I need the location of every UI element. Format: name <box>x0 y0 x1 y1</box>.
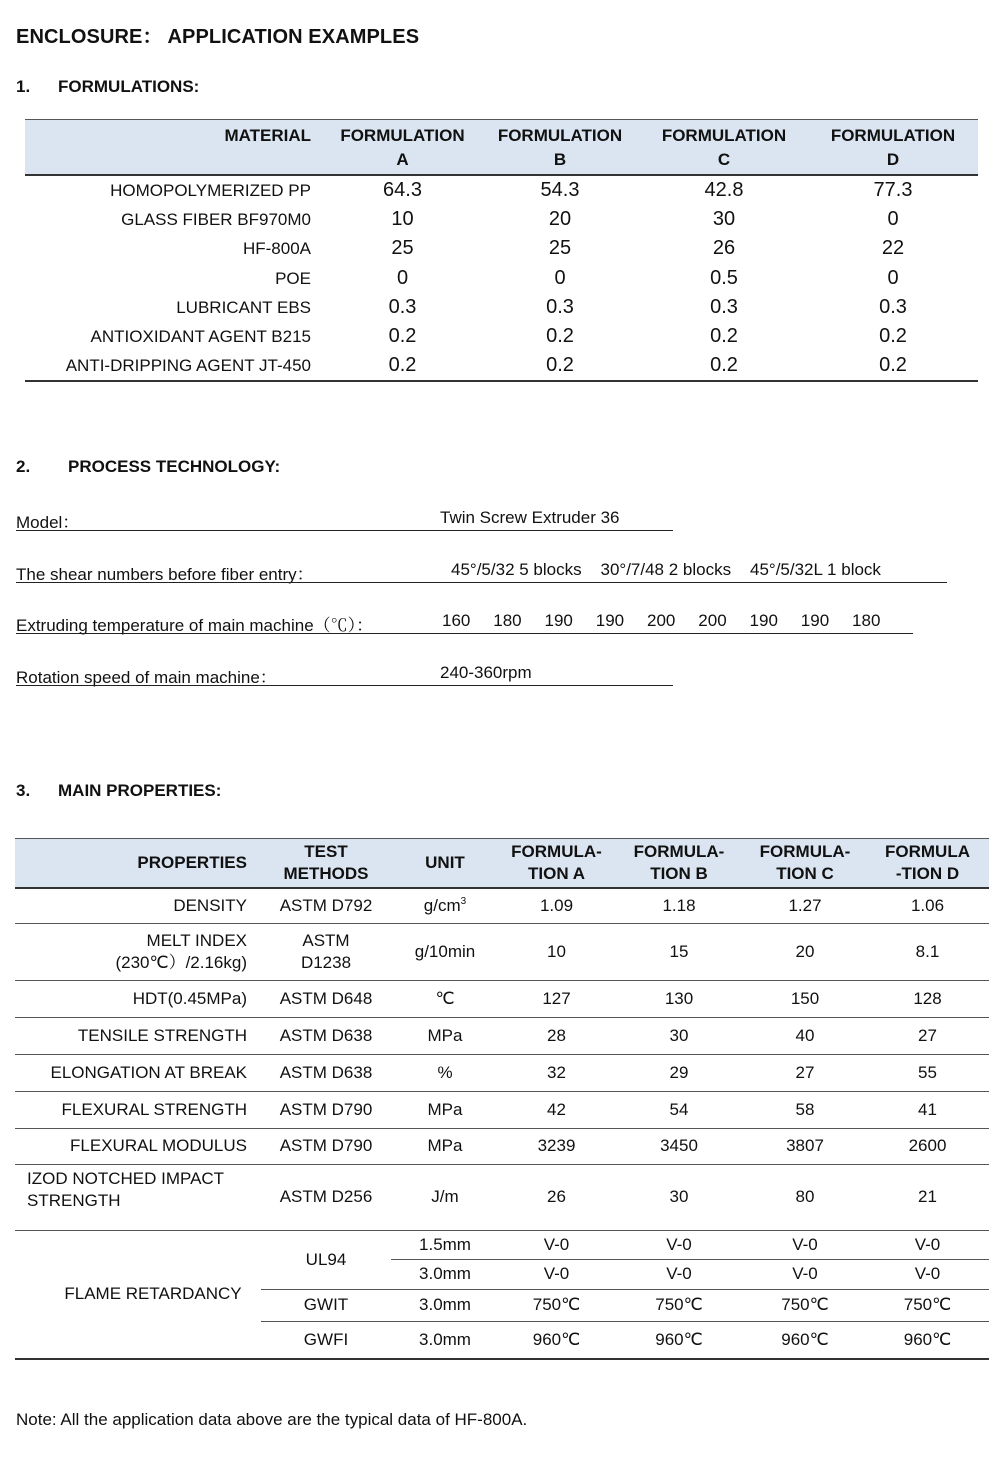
footnote: Note: All the application data above are the typical data of HF-800A. <box>16 1410 528 1429</box>
formulation-row <box>25 205 978 234</box>
value-b: V-0 <box>614 1230 744 1259</box>
property-name: TENSILE STRENGTH <box>15 1017 261 1054</box>
value-d: 41 <box>866 1091 989 1128</box>
value-d: 1.06 <box>866 888 989 923</box>
formulation-value-a: 0 <box>396 266 409 289</box>
value-a: V-0 <box>499 1259 614 1289</box>
property-row-tensile-strength <box>15 1017 989 1054</box>
process-line-shear <box>0 560 1000 586</box>
material-name: GLASS FIBER BF970M0 <box>121 210 311 230</box>
value-b: 750℃ <box>614 1289 744 1321</box>
material-name: HF-800A <box>242 239 311 259</box>
process-value: 160 180 190 190 200 200 190 190 180 <box>442 611 881 630</box>
value-b: 29 <box>614 1054 744 1091</box>
header-formulation-b <box>480 120 640 176</box>
material-name: ANTIOXIDANT AGENT B215 <box>90 327 311 347</box>
header-line1: FORMULATION <box>340 126 465 145</box>
formulation-row <box>25 351 978 381</box>
formulation-value-c: 0.2 <box>710 354 738 377</box>
test-method: ASTM D790 <box>261 1091 391 1128</box>
property-line2: STRENGTH <box>27 1190 121 1210</box>
property-row-flexural-strength <box>15 1091 989 1128</box>
flame-row-ul94-1-5mm <box>15 1230 989 1259</box>
value-a: 127 <box>499 980 614 1017</box>
process-line-temperature <box>0 611 1000 637</box>
value-a: 42 <box>499 1091 614 1128</box>
process-line-rotation <box>0 663 1000 689</box>
property-line1: IZOD NOTCHED IMPACT <box>27 1168 225 1188</box>
header-formulation-c <box>640 120 808 176</box>
formulation-value-c: 26 <box>712 237 736 260</box>
value-a: 750℃ <box>499 1289 614 1321</box>
value-a: 26 <box>499 1164 614 1230</box>
value-b: 30 <box>614 1017 744 1054</box>
formulation-value-a: 0.2 <box>388 325 417 348</box>
material-name: LUBRICANT EBS <box>176 297 311 317</box>
process-value: 240-360rpm <box>440 663 532 682</box>
value-d: 750℃ <box>866 1289 989 1321</box>
property-row-flexural-modulus <box>15 1128 989 1164</box>
formulation-row <box>25 322 978 351</box>
value-d: 55 <box>866 1054 989 1091</box>
test-method-gwfi: GWFI <box>261 1321 391 1359</box>
header-formulation-a <box>325 120 480 176</box>
property-row-izod <box>15 1164 989 1230</box>
property-name: ELONGATION AT BREAK <box>15 1054 261 1091</box>
formulation-value-a: 25 <box>391 237 414 260</box>
property-name: FLEXURAL STRENGTH <box>15 1091 261 1128</box>
header-line1: FORMULATION <box>661 126 787 145</box>
value-c: 960℃ <box>744 1321 866 1359</box>
unit: ℃ <box>391 980 499 1017</box>
formulation-value-a: 64.3 <box>383 179 422 202</box>
value-a: V-0 <box>499 1230 614 1259</box>
property-name: HDT(0.45MPa) <box>15 980 261 1017</box>
property-row-elongation <box>15 1054 989 1091</box>
property-name <box>15 923 261 980</box>
formulation-value-d: 22 <box>881 237 905 260</box>
underline <box>16 582 947 583</box>
section-heading-properties <box>16 781 221 801</box>
material-name: HOMOPOLYMERIZED PP <box>110 181 311 201</box>
unit: 1.5mm <box>391 1230 499 1259</box>
unit <box>391 888 499 923</box>
formulation-value-c: 0.3 <box>710 295 738 318</box>
value-c: 58 <box>744 1091 866 1128</box>
value-d: 960℃ <box>866 1321 989 1359</box>
unit: 3.0mm <box>391 1289 499 1321</box>
formulation-value-d: 0 <box>887 266 899 289</box>
value-d: 2600 <box>866 1128 989 1164</box>
method-line2: D1238 <box>300 952 352 972</box>
header-line2: TION A <box>528 864 585 883</box>
value-c: 3807 <box>744 1128 866 1164</box>
header-line1: TEST <box>304 842 348 861</box>
test-method: ASTM D256 <box>261 1164 391 1230</box>
section-title: FORMULATIONS: <box>58 77 200 96</box>
formulation-value-b: 0.2 <box>546 354 574 377</box>
formulation-value-c: 0.2 <box>710 325 738 348</box>
formulation-row <box>25 175 978 205</box>
header-line1: FORMULATION <box>497 126 623 145</box>
formulation-value-c: 0.5 <box>710 266 738 289</box>
value-c: 750℃ <box>744 1289 866 1321</box>
header-test-methods <box>261 839 391 889</box>
value-c: 1.27 <box>744 888 866 923</box>
property-name: DENSITY <box>15 888 261 923</box>
property-name <box>15 1164 261 1230</box>
section-title: PROCESS TECHNOLOGY: <box>68 457 281 476</box>
section-heading-formulations <box>16 77 199 97</box>
property-name-flame-retardancy: FLAME RETARDANCY <box>15 1230 261 1359</box>
test-method-ul94: UL94 <box>261 1230 391 1289</box>
formulation-value-a: 0.3 <box>388 295 417 318</box>
formulation-value-b: 0.3 <box>546 295 574 318</box>
process-value: Twin Screw Extruder 36 <box>440 508 620 527</box>
process-value: 45°/5/32 5 blocks 30°/7/48 2 blocks 45°/5/32L 1 block <box>451 560 881 579</box>
property-line2: (230℃）/2.16kg) <box>115 952 247 972</box>
section-number: 3. <box>16 781 31 800</box>
process-label: Model： <box>16 513 80 532</box>
value-d: V-0 <box>866 1230 989 1259</box>
header-line1: FORMULA <box>885 842 970 861</box>
value-a: 10 <box>499 923 614 980</box>
test-method: ASTM D638 <box>261 1054 391 1091</box>
value-a: 960℃ <box>499 1321 614 1359</box>
formulation-value-b: 25 <box>548 237 572 260</box>
method-line1: ASTM <box>302 930 350 950</box>
value-c: V-0 <box>744 1259 866 1289</box>
underline <box>16 685 673 686</box>
unit: J/m <box>391 1164 499 1230</box>
property-line1: MELT INDEX <box>146 930 247 950</box>
test-method: ASTM D792 <box>261 888 391 923</box>
header-formulation-c <box>744 839 866 889</box>
property-row-density <box>15 888 989 923</box>
formulation-value-c: 42.8 <box>704 179 744 202</box>
underline <box>16 633 913 634</box>
value-c: V-0 <box>744 1230 866 1259</box>
test-method-gwit: GWIT <box>261 1289 391 1321</box>
value-d: 27 <box>866 1017 989 1054</box>
process-label: Rotation speed of main machine： <box>16 668 277 687</box>
process-line-model <box>0 508 1000 534</box>
formulation-value-d: 0.3 <box>879 295 907 318</box>
header-formulation-a <box>499 839 614 889</box>
value-a: 1.09 <box>499 888 614 923</box>
unit: MPa <box>391 1017 499 1054</box>
value-c: 150 <box>744 980 866 1017</box>
test-method <box>261 923 391 980</box>
formulation-value-b: 0 <box>554 266 566 289</box>
unit-text: g/cm <box>423 895 461 915</box>
header-line1: FORMULA- <box>511 842 602 861</box>
header-line2: B <box>553 150 567 169</box>
header-line2: D <box>886 150 900 169</box>
section-heading-process <box>16 457 280 477</box>
value-b: 30 <box>614 1164 744 1230</box>
value-c: 40 <box>744 1017 866 1054</box>
header-line2: -TION D <box>895 864 960 883</box>
header-formulation-d <box>808 120 978 176</box>
formulation-value-d: 77.3 <box>873 179 913 202</box>
formulation-value-a: 0.2 <box>388 354 417 377</box>
value-d: V-0 <box>866 1259 989 1289</box>
header-line2: TION B <box>650 864 708 883</box>
test-method: ASTM D638 <box>261 1017 391 1054</box>
formulation-value-c: 30 <box>712 208 736 231</box>
material-name: ANTI-DRIPPING AGENT JT-450 <box>65 356 311 376</box>
unit-superscript: 3 <box>460 895 467 907</box>
value-c: 27 <box>744 1054 866 1091</box>
formulation-value-d: 0 <box>887 208 899 231</box>
value-b: 3450 <box>614 1128 744 1164</box>
unit: 3.0mm <box>391 1259 499 1289</box>
formulation-value-b: 0.2 <box>546 325 574 348</box>
header-unit: UNIT <box>425 853 465 872</box>
properties-table <box>15 838 989 1360</box>
header-properties: PROPERTIES <box>137 853 247 872</box>
formulations-table <box>25 119 978 382</box>
property-row-melt-index <box>15 923 989 980</box>
properties-header-row <box>15 839 989 889</box>
value-b: V-0 <box>614 1259 744 1289</box>
header-line2: METHODS <box>283 864 369 883</box>
section-number: 2. <box>16 457 31 476</box>
value-a: 28 <box>499 1017 614 1054</box>
header-line1: FORMULA- <box>759 842 851 861</box>
value-c: 20 <box>744 923 866 980</box>
header-line1: FORMULATION <box>830 126 956 145</box>
formulation-value-b: 54.3 <box>540 179 580 202</box>
section-number: 1. <box>16 77 31 96</box>
header-line1: FORMULA- <box>633 842 725 861</box>
value-d: 21 <box>866 1164 989 1230</box>
process-label: The shear numbers before fiber entry： <box>16 565 314 584</box>
value-c: 80 <box>744 1164 866 1230</box>
formulation-value-d: 0.2 <box>879 354 907 377</box>
unit: g/10min <box>391 923 499 980</box>
header-line2: TION C <box>776 864 834 883</box>
value-a: 32 <box>499 1054 614 1091</box>
header-formulation-d <box>866 839 989 889</box>
unit: MPa <box>391 1091 499 1128</box>
formulation-row <box>25 234 978 263</box>
header-formulation-b <box>614 839 744 889</box>
value-b: 54 <box>614 1091 744 1128</box>
value-a: 3239 <box>499 1128 614 1164</box>
test-method: ASTM D648 <box>261 980 391 1017</box>
process-label: Extruding temperature of main machine（℃）： <box>16 616 374 635</box>
document-title: ENCLOSURE： APPLICATION EXAMPLES <box>16 26 420 48</box>
value-d: 128 <box>866 980 989 1017</box>
underline <box>16 530 673 531</box>
header-material: MATERIAL <box>224 126 311 145</box>
unit: % <box>391 1054 499 1091</box>
value-d: 8.1 <box>866 923 989 980</box>
header-line2: C <box>717 150 731 169</box>
unit: 3.0mm <box>391 1321 499 1359</box>
material-name: POE <box>275 268 311 288</box>
test-method: ASTM D790 <box>261 1128 391 1164</box>
value-b: 1.18 <box>614 888 744 923</box>
formulation-value-b: 20 <box>548 208 572 231</box>
value-b: 15 <box>614 923 744 980</box>
property-row-hdt <box>15 980 989 1017</box>
section-title: MAIN PROPERTIES: <box>58 781 222 800</box>
header-line2: A <box>396 150 409 169</box>
formulations-header-row <box>25 120 978 176</box>
formulation-row <box>25 264 978 293</box>
value-b: 130 <box>614 980 744 1017</box>
unit: MPa <box>391 1128 499 1164</box>
value-b: 960℃ <box>614 1321 744 1359</box>
property-name: FLEXURAL MODULUS <box>15 1128 261 1164</box>
formulation-value-a: 10 <box>391 208 414 231</box>
formulation-value-d: 0.2 <box>879 325 907 348</box>
formulation-row <box>25 293 978 322</box>
